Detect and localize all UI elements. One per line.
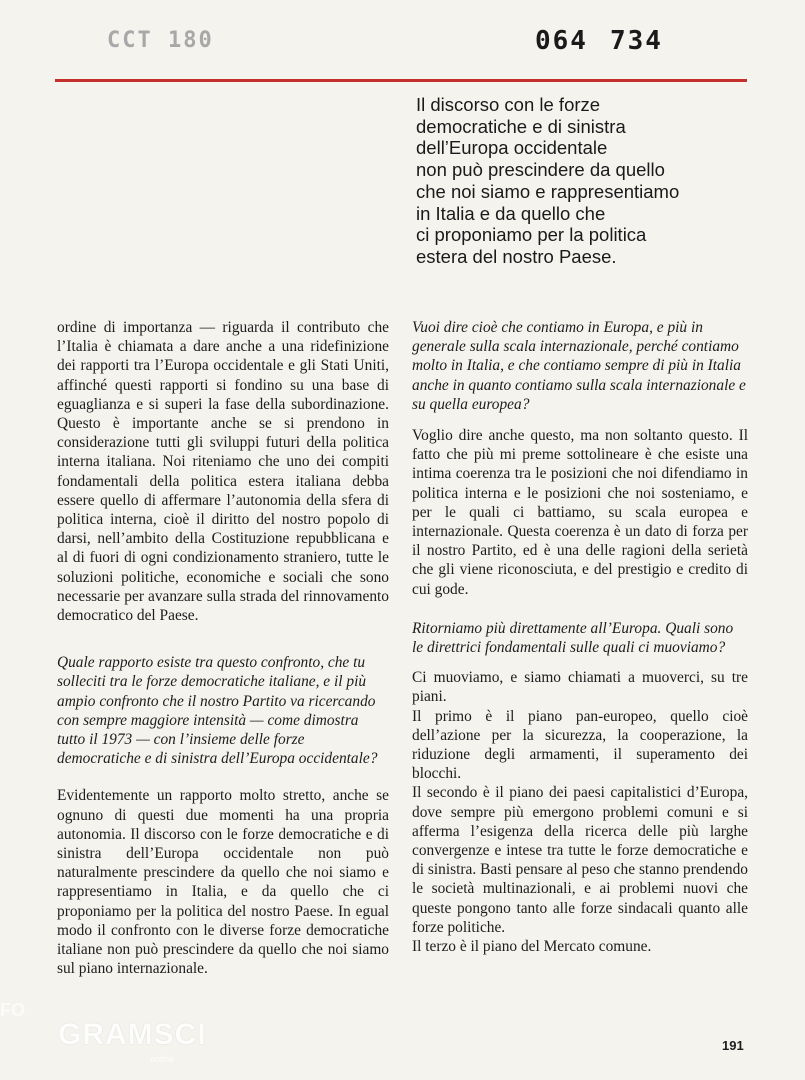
right-column (412, 318, 748, 956)
body-paragraph: ordine di importanza — riguarda il contributo che l’Italia è chiamata a dare anche a una ridefinizione dei rapporti tra l’Europa occidentale e gli Stati Uniti, affinché questi rapporti si fondino su una base di eguaglianza e si superi la fase della subordinazione. Questo è importante anche se si prendono in considerazione tutti gli sviluppi futuri della politica interna italiana. Noi riteniamo che uno dei compiti fondamentali della politica estera italiana debba essere quello di affermare l’autonomia della sfera di politica interna, cioè il diritto del nostro popolo di darsi, nell’ambito della Costituzione repubblicana e al di fuori di ogni condizionamento straniero, tutte le soluzioni politiche, economiche e sociali che sono necessarie per avanzare sulla strada del rinnovamento democratico del Paese. (57, 319, 389, 625)
watermark-logo: GRAMSCI (58, 1018, 207, 1051)
pull-quote-line: non può prescindere da quello (416, 159, 665, 181)
pull-quote (416, 94, 746, 268)
header-rule (55, 79, 747, 82)
watermark-fragment: FO (0, 1000, 25, 1020)
pull-quote-line: Il discorso con le forze (416, 94, 601, 115)
document-number-part-b: 734 (609, 26, 663, 56)
pull-quote-line: democratiche e di sinistra (416, 115, 626, 137)
interview-answer: Il terzo è il piano del Mercato comune. (412, 938, 652, 956)
interview-question: Ritorniamo più direttamente all’Europa. Quali sono le direttrici fondamentali sulle quali ci muoviamo? (412, 619, 734, 657)
document-number-part-a: 064 (535, 26, 588, 56)
interview-question: Quale rapporto esiste tra questo confronto, che tu solleciti tra le forze democratiche italiane, e il più ampio confronto che il nostro Partito va ricercando con sempre maggiore intensità — come dimostra tutto il 1973 — con l’insieme delle forze democratiche e di sinistra dell’Europa occidentale? (57, 654, 378, 768)
interview-answer: Evidentemente un rapporto molto stretto, anche se ognuno di questi due momenti ha una propria autonomia. Il discorso con le forze democratiche e di sinistra dell’Europa occidentale non può naturalmente prescindere da quello che noi siamo e rappresentiamo in Italia, e da quello che ci proponiamo per la politica del nostro Paese. In egual modo il confronto con le diverse forze democratiche italiane non può prescindere da quello che noi siamo sul piano internazionale. (57, 787, 389, 978)
pull-quote-line: dell’Europa occidentale (416, 137, 608, 159)
interview-answer: Il primo è il piano pan-europeo, quello cioè dell’azione per la sicurezza, la cooperazione, la riduzione degli armamenti, il superamento dei blocchi. (412, 707, 748, 783)
pull-quote-line: estera del nostro Paese. (416, 245, 617, 267)
interview-answer: Voglio dire anche questo, ma non soltanto questo. Il fatto che più mi preme sottolineare è che esiste una intima coerenza tra le posizioni che noi difendiamo in politica interna e le posizioni che noi sosteniamo, e per le quali ci battiamo, su scala europea e internazionale. Questa coerenza è un dato di forza per il nostro Partito, ed è una delle ragioni della serietà che gli viene riconosciuta, e del prestigio e credito di cui gode. (412, 427, 748, 598)
pull-quote-line: in Italia e da quello che (416, 202, 606, 224)
document-number (535, 26, 663, 56)
left-column (57, 318, 389, 979)
interview-question: Vuoi dire cioè che contiamo in Europa, e più in generale sulla scala internazionale, perché contiamo molto in Italia, e che contiamo sempre di più in Italia anche in quanto contiamo sulla scala internazionale e su quella europea? (412, 319, 746, 413)
watermark-subtitle: online (150, 1054, 175, 1064)
interview-answer: Ci muoviamo, e siamo chiamati a muoverci, su tre piani. (412, 669, 748, 706)
page-number: 191 (722, 1038, 744, 1053)
archive-stamp: CCT 180 (107, 28, 214, 53)
pull-quote-line: ci proponiamo per la politica (416, 224, 647, 246)
pull-quote-line: che noi siamo e rappresentiamo (416, 180, 680, 202)
interview-answer: Il secondo è il piano dei paesi capitalistici d’Europa, dove sempre più emergono problemi comuni e si afferma l’esigenza della ricerca delle più larghe convergenze e intese tra tutte le forze democratiche e di sinistra. Basti pensare al peso che stanno prendendo le società multinazionali, e ai problemi nuovi che queste pongono tanto alle forze sindacali quanto alle forze politiche. (412, 784, 748, 936)
